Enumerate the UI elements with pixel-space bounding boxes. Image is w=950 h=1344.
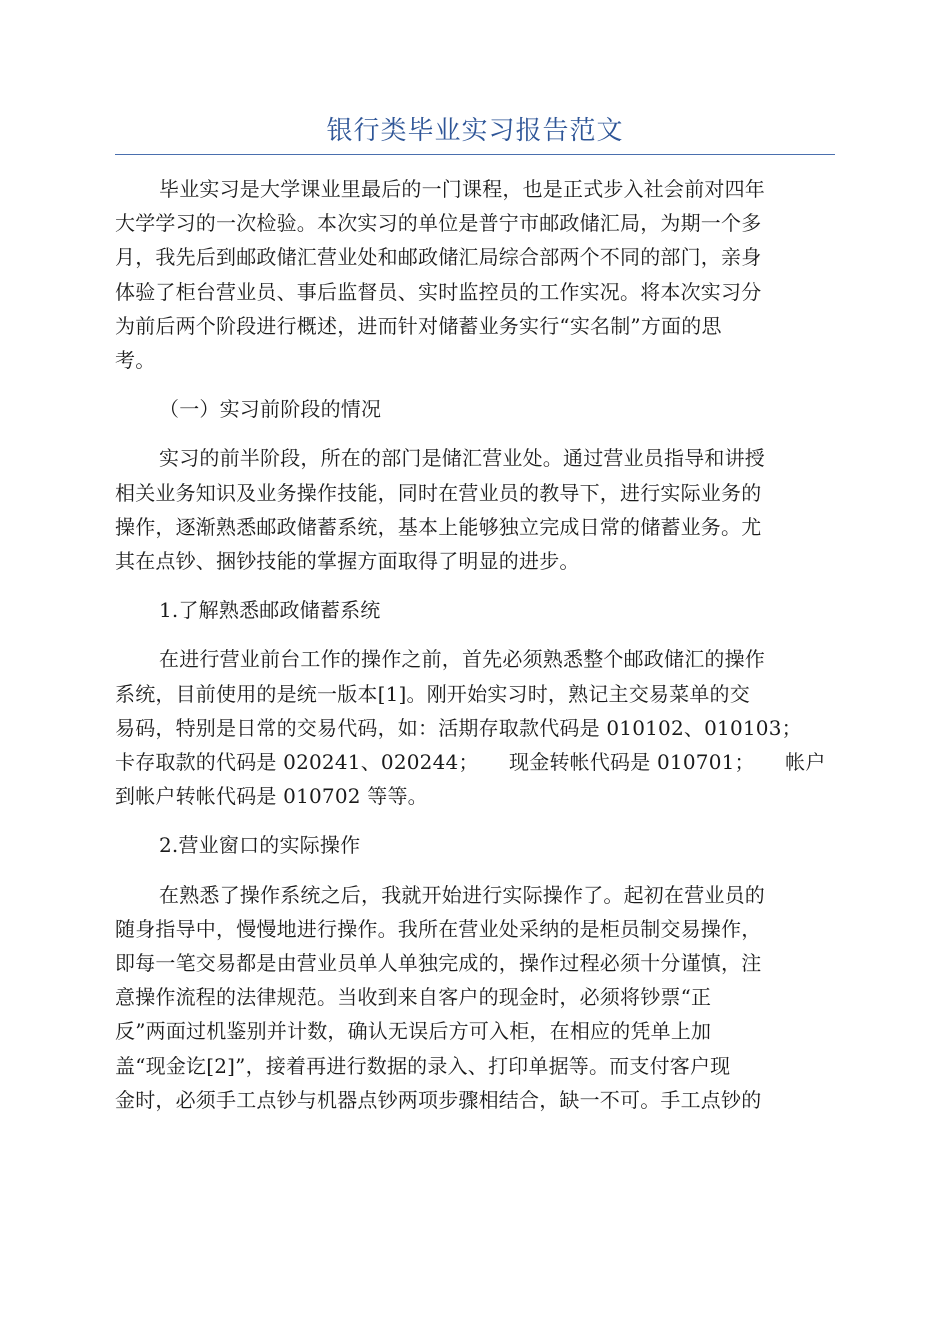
text-line: 操作，逐渐熟悉邮政储蓄系统，基本上能够独立完成日常的储蓄业务。尤 — [115, 514, 762, 539]
section-heading — [115, 593, 835, 627]
text-line: 为前后两个阶段进行概述，进而针对储蓄业务实行“实名制”方面的思 — [115, 313, 722, 338]
text-line: 实习的前半阶段，所在的部门是储汇营业处。通过营业员指导和讲授 — [159, 446, 765, 471]
text-line: 相关业务知识及业务操作技能，同时在营业员的教导下，进行实际业务的 — [115, 480, 762, 505]
text-line: 大学学习的一次检验。本次实习的单位是普宁市邮政储汇局，为期一个多 — [115, 211, 762, 236]
section-heading — [115, 828, 835, 862]
text-line: 体验了柜台营业员、事后监督员、实时监控员的工作实况。将本次实习分 — [115, 279, 762, 304]
body-paragraph — [115, 878, 835, 1117]
title-underline — [115, 154, 835, 155]
text-line: 金时，必须手工点钞与机器点钞两项步骤相结合，缺一不可。手工点钞的 — [115, 1087, 762, 1112]
text-line: 意操作流程的法律规范。当收到来自客户的现金时，必须将钞票“正 — [115, 985, 712, 1010]
section-heading — [115, 392, 835, 426]
text-line: 易码，特别是日常的交易代码，如：活期存取款代码是 010102、010103； — [115, 715, 802, 740]
text-line: 卡存取款的代码是 020241、020244； 现金转帐代码是 010701； 帐户 — [115, 750, 826, 775]
body-paragraph — [115, 172, 835, 377]
text-line: 在熟悉了操作系统之后，我就开始进行实际操作了。起初在营业员的 — [159, 882, 765, 907]
text-line: 盖“现金讫[2]”，接着再进行数据的录入、打印单据等。而支付客户现 — [115, 1053, 731, 1078]
document-body — [115, 172, 835, 1117]
text-line: 1.了解熟悉邮政储蓄系统 — [159, 598, 381, 623]
body-paragraph — [115, 441, 835, 578]
text-line: 系统，目前使用的是统一版本[1]。刚开始实习时，熟记主交易菜单的交 — [115, 681, 750, 706]
text-line: 到帐户转帐代码是 010702 等等。 — [115, 784, 428, 809]
text-line: 考。 — [115, 348, 156, 373]
text-line: 在进行营业前台工作的操作之前，首先必须熟悉整个邮政储汇的操作 — [159, 647, 765, 672]
body-paragraph — [115, 642, 835, 813]
text-line: 2.营业窗口的实际操作 — [159, 833, 361, 858]
text-line: 其在点钞、捆钞技能的掌握方面取得了明显的进步。 — [115, 549, 580, 574]
text-line: （一）实习前阶段的情况 — [159, 397, 382, 422]
text-line: 即每一笔交易都是由营业员单人单独完成的，操作过程必须十分谨慎，注 — [115, 951, 762, 976]
text-line: 随身指导中，慢慢地进行操作。我所在营业处采纳的是柜员制交易操作， — [115, 916, 762, 941]
document-title: 银行类毕业实习报告范文 — [326, 116, 624, 146]
text-line: 月，我先后到邮政储汇营业处和邮政储汇局综合部两个不同的部门，亲身 — [115, 245, 762, 270]
text-line: 反”两面过机鉴别并计数，确认无误后方可入柜，在相应的凭单上加 — [115, 1019, 712, 1044]
text-line: 毕业实习是大学课业里最后的一门课程，也是正式步入社会前对四年 — [159, 177, 765, 201]
